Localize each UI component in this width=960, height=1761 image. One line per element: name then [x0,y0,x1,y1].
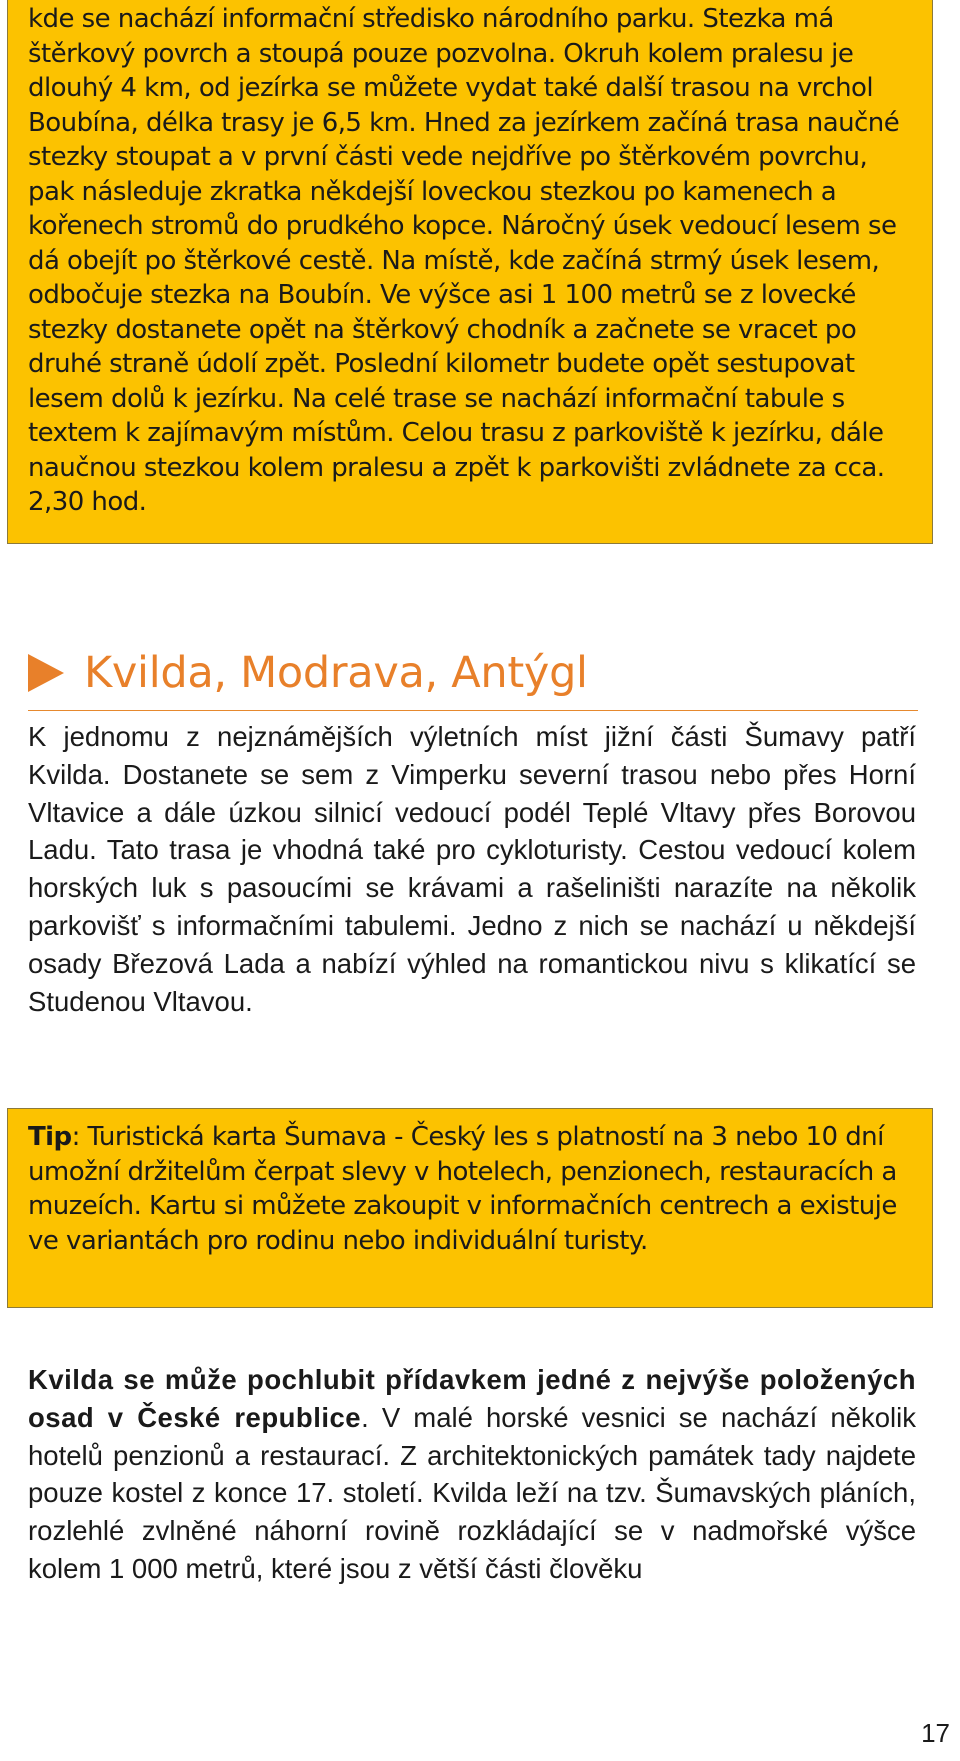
kvilda-paragraph [28,1361,916,1588]
kvilda-body: . V malé horské vesnici se nachází několik hotelů penzionů a restaurací. Z architektonických památek tady najdete pouze kostel z konce 17. století. Kvilda leží na tzv. Šumavských pláních, rozlehlé zvlněné náhorní rovině rozkládající se v nadmořské výšce kolem 1 000 metrů, které jsou z větší části člověku [28,1401,916,1584]
tip-separator: : [71,1122,80,1152]
tip-body: Turistická karta Šumava - Český les s platností na 3 nebo 10 dní umožní držitelům čerpat slevy v hotelech, penzionech, restauracích a muzeích. Kartu si můžete zakoupit v informačních centrech a existuje ve variantách pro rodinu nebo individuální turisty. [28,1122,897,1256]
tip-text [28,1120,918,1258]
section-heading [28,640,918,711]
page-number: 17 [921,1718,950,1748]
section-title: Kvilda, Modrava, Antýgl [84,648,588,698]
trail-info-box [7,0,933,544]
trail-info-text: kde se nachází informační středisko národního parku. Stezka má štěrkový povrch a stoupá pouze pozvolna. Okruh kolem pralesu je dlouhý 4 km, od jezírka se můžete vydat také další trasou na vrchol Boubína, délka trasy je 6,5 km. Hned za jezírkem začíná trasa naučné stezky stoupat a v první části vede nejdříve po štěrkovém povrchu, pak následuje zkratka někdejší loveckou stezkou po kamenech a kořenech stromů do prudkého kopce. Náročný úsek vedoucí lesem se dá obejít po štěrkové cestě. Na místě, kde začíná strmý úsek lesem, odbočuje stezka na Boubín. Ve výšce asi 1 100 metrů se z lovecké stezky dostanete opět na štěrkový chodník a začnete se vracet po druhé straně údolí zpět. Poslední kilometr budete opět sestupovat lesem dolů k jezírku. Na celé trase se nachází informační tabule s textem k zajímavým místům. Celou trasu z parkoviště k jezírku, dále naučnou stezkou kolem pralesu a zpět k parkovišti zvládnete za cca. 2,30 hod. [28,4,900,517]
kvilda-lead: Kvilda se může pochlubit přídavkem jedné z nejvýše položených osad v České republice [28,1364,916,1433]
tip-box [7,1108,933,1308]
tip-label: Tip [28,1122,72,1152]
intro-paragraph: K jednomu z nejznámějších výletních míst jižní části Šumavy patří Kvilda. Dostanete se sem z Vimperku severní trasou nebo přes Horní Vltavice a dále úzkou silnicí vedoucí podél Teplé Vltavy přes Borovou Ladu. Tato trasa je vhodná také pro cykloturisty. Cestou vedoucí kolem horských luk s pasoucími se krávami a rašeliništi narazíte na několik parkovišť s informačními tabulemi. Jedno z nich se nachází u někdejší osady Březová Lada a nabízí výhled na romantickou nivu s klikatící se Studenou Vltavou. [28,721,916,1017]
arrow-right-icon [28,654,64,692]
